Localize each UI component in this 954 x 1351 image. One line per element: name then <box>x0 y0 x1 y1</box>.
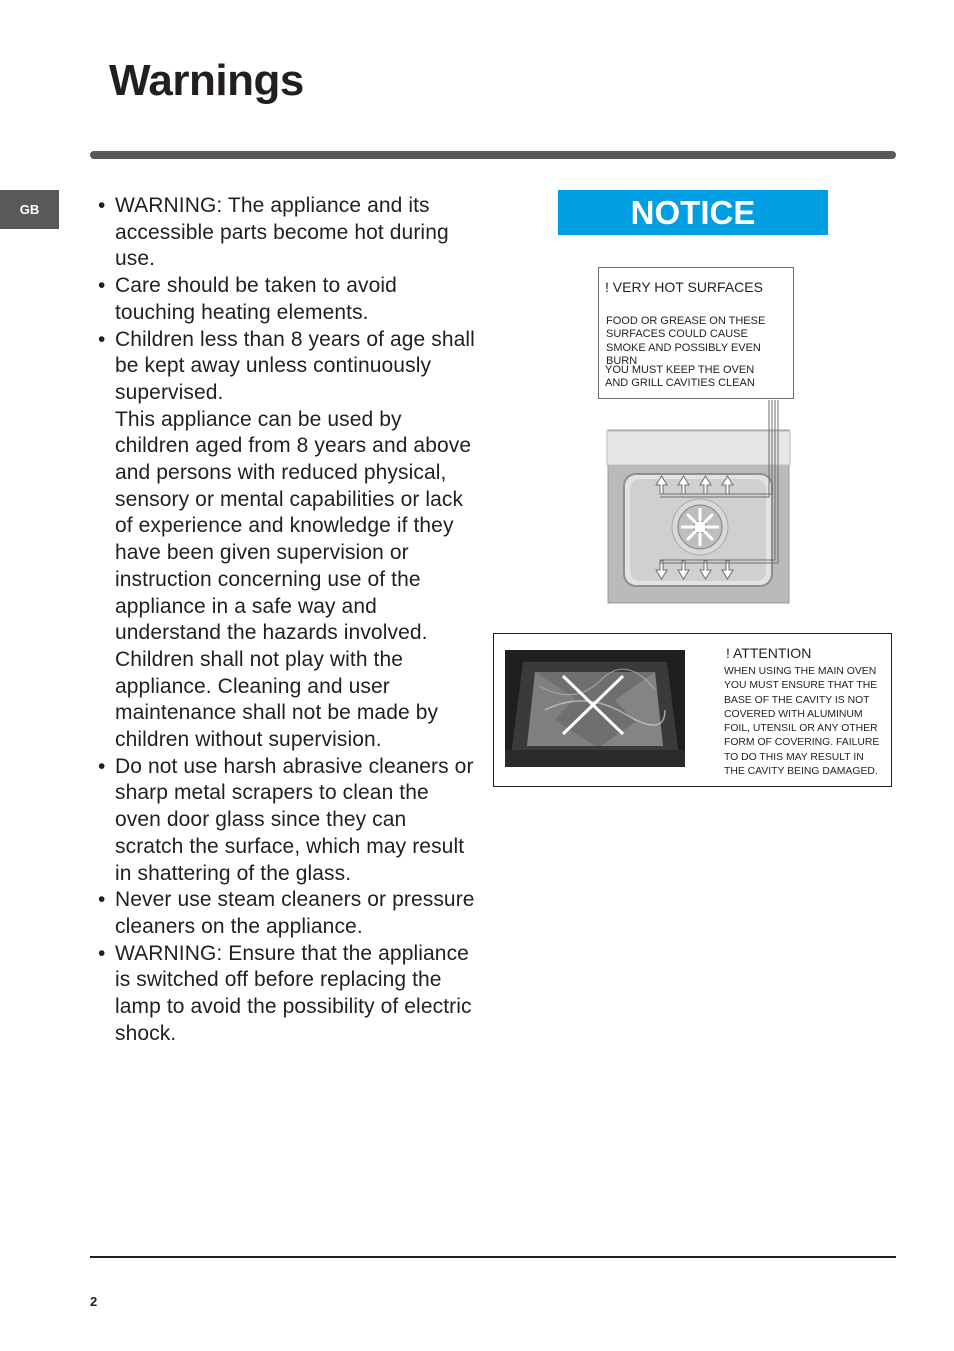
warning-item <box>98 193 476 273</box>
warning-text: WARNING: The appliance and its accessible parts become hot during use. <box>115 194 449 271</box>
attention-heading: ! ATTENTION <box>726 645 812 661</box>
bullet-icon: • <box>98 194 106 217</box>
warning-item <box>98 941 476 1048</box>
bullet-icon: • <box>98 754 106 778</box>
bullet-icon: • <box>98 888 106 912</box>
attention-text: WHEN USING THE MAIN OVEN YOU MUST ENSURE THAT THE BASE OF THE CAVITY IS NOT COVERED WITH ALUMINUM FOIL, UTENSIL OR ANY OTHER FORM OF COVERING. FAILURE TO DO THIS MAY RESULT IN THE CAVITY BEING DAMAGED. <box>724 666 880 778</box>
bullet-icon: • <box>98 274 106 298</box>
oven-cavity-illustration <box>600 396 800 606</box>
page-number: 2 <box>90 1294 98 1309</box>
language-tab: GB <box>0 190 59 229</box>
warning-item <box>98 327 476 754</box>
attention-box <box>493 633 892 787</box>
notice-banner: NOTICE <box>558 190 828 235</box>
hot-surfaces-instruction: YOU MUST KEEP THE OVEN AND GRILL CAVITIES CLEAN <box>605 364 755 390</box>
top-divider <box>90 151 896 159</box>
hot-surfaces-text: FOOD OR GREASE ON THESE SURFACES COULD CAUSE SMOKE AND POSSIBLY EVEN BURN <box>606 315 766 368</box>
warnings-list <box>98 193 476 1048</box>
warning-item <box>98 754 476 888</box>
warning-item <box>98 887 476 940</box>
warning-item <box>98 273 476 326</box>
warning-text: WARNING: Ensure that the appliance is switched off before replacing the lamp to avoid the possibility of electric shock. <box>115 941 472 1045</box>
hot-surfaces-box <box>598 267 794 399</box>
bullet-icon: • <box>98 327 106 351</box>
warning-text: Children less than 8 years of age shall be kept away unless continuously supervised. <box>115 327 475 404</box>
hot-surfaces-heading: ! VERY HOT SURFACES <box>605 279 763 295</box>
fan-icon <box>672 499 728 555</box>
bullet-icon: • <box>98 941 106 965</box>
warning-text: Care should be taken to avoid touching heating elements. <box>115 274 397 324</box>
oven-base-photo <box>505 650 685 767</box>
warning-text: Never use steam cleaners or pressure cleaners on the appliance. <box>115 888 475 938</box>
warning-continuation: This appliance can be used by children aged from 8 years and above and persons with reduced physical, sensory or mental capabilities or lack of experience and knowledge if they have been given supervision or instruction concerning use of the appliance in a safe way and understand the hazards involved. Children shall not play with the appliance. Cleaning and user maintenance shall not be made by children without supervision. <box>115 407 472 752</box>
warning-text: Do not use harsh abrasive cleaners or sharp metal scrapers to clean the oven door glass since they can scratch the surface, which may result in shattering of the glass. <box>115 754 474 885</box>
bottom-divider <box>90 1256 896 1258</box>
page-title: Warnings <box>109 56 304 105</box>
